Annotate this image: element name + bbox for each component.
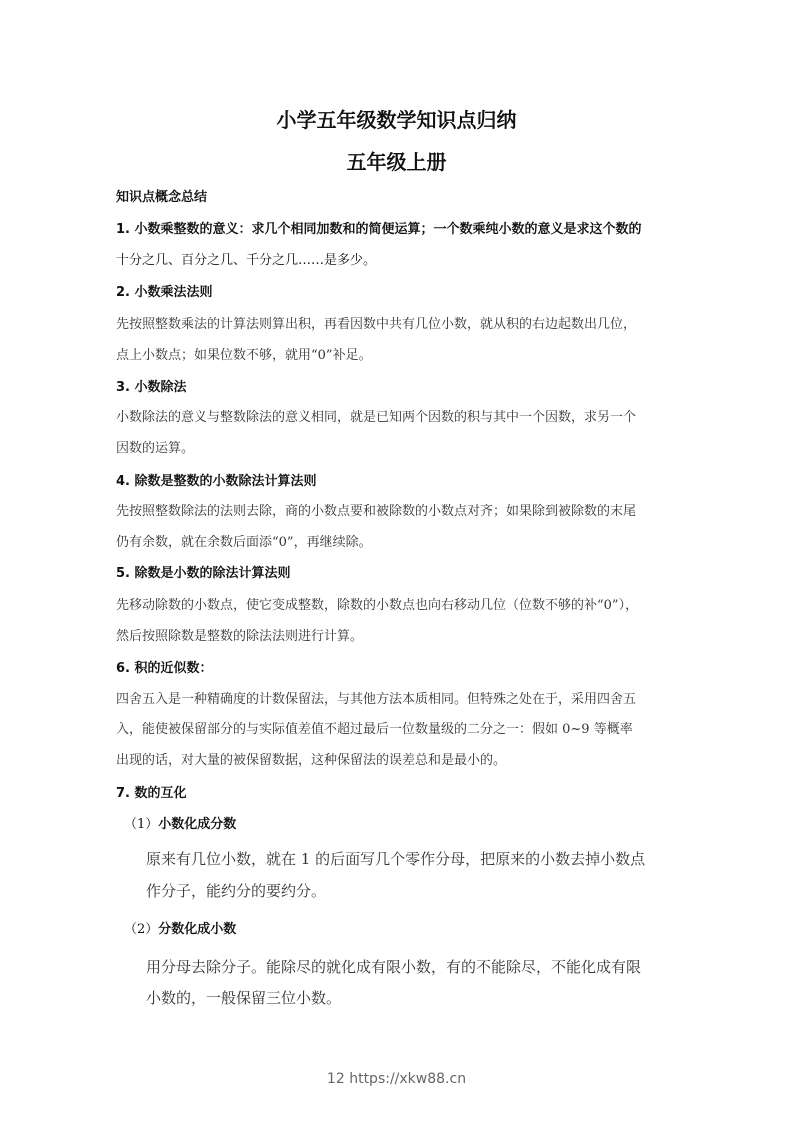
item-5-line-1: 先移动除数的小数点，使它变成整数，除数的小数点也向右移动几位（位数不够的补“0”）， [116, 598, 639, 613]
subsection-2-heading [124, 918, 236, 937]
page-footer [0, 1071, 793, 1087]
item-2-line-2: 点上小数点；如果位数不够，就用“0”补足。 [116, 348, 372, 363]
item-5-heading: 5. 除数是小数的除法计算法则 [116, 566, 291, 581]
item-4-line-2: 仍有余数，就在余数后面添“0”，再继续除。 [116, 535, 372, 550]
item-5-line-2: 然后按照除数是整数的除法法则进行计算。 [116, 629, 364, 644]
subsection-1-number: （1） [124, 817, 159, 832]
item-3-line-2: 因数的运算。 [116, 441, 195, 456]
footer-url[interactable]: https://xkw88.cn [349, 1071, 467, 1087]
subsection-1-line-1: 原来有几位小数，就在 1 的后面写几个零作分母，把原来的小数去掉小数点 [146, 850, 646, 868]
subsection-1-label: 小数化成分数 [158, 817, 237, 832]
item-2-heading: 2. 小数乘法法则 [116, 285, 213, 300]
item-6-heading: 6. 积的近似数： [116, 661, 213, 676]
item-6-line-2: 入，能使被保留部分的与实际值差值不超过最后一位数量级的二分之一：假如 0~9 等概率 [116, 722, 633, 737]
item-6-line-3: 出现的话，对大量的被保留数据，这种保留法的误差总和是最小的。 [116, 753, 507, 768]
item-7-heading: 7. 数的互化 [116, 786, 187, 801]
item-2-line-1: 先按照整数乘法的计算法则算出积，再看因数中共有几位小数，就从积的右边起数出几位， [116, 317, 637, 332]
page-number: 12 [326, 1071, 345, 1087]
subsection-2-line-1: 用分母去除分子。能除尽的就化成有限小数，有的不能除尽，不能化成有限 [146, 958, 642, 976]
document-subtitle: 五年级上册 [346, 150, 447, 174]
subsection-2-number: （2） [124, 922, 159, 937]
item-6-line-1: 四舍五入是一种精确度的计数保留法，与其他方法本质相同。但特殊之处在于，采用四舍五 [116, 692, 637, 707]
subsection-2-line-2: 小数的，一般保留三位小数。 [146, 989, 342, 1007]
document-title: 小学五年级数学知识点归纳 [276, 108, 517, 132]
item-1-heading-cont: 十分之几、百分之几、千分之几……是多少。 [116, 253, 377, 268]
subsection-2-label: 分数化成小数 [158, 922, 237, 937]
item-4-line-1: 先按照整数除法的法则去除，商的小数点要和被除数的小数点对齐；如果除到被除数的末尾 [116, 504, 637, 519]
section-label: 知识点概念总结 [116, 190, 208, 205]
subsection-1-heading [124, 813, 236, 832]
item-3-heading: 3. 小数除法 [116, 380, 187, 395]
item-3-line-1: 小数除法的意义与整数除法的意义相同，就是已知两个因数的积与其中一个因数，求另一个 [116, 410, 637, 425]
subsection-1-line-2: 作分子，能约分的要约分。 [146, 882, 327, 900]
item-4-heading: 4. 除数是整数的小数除法计算法则 [116, 474, 317, 489]
item-1-heading: 1. 小数乘整数的意义：求几个相同加数和的简便运算；一个数乘纯小数的意义是求这个数的 [116, 222, 642, 237]
